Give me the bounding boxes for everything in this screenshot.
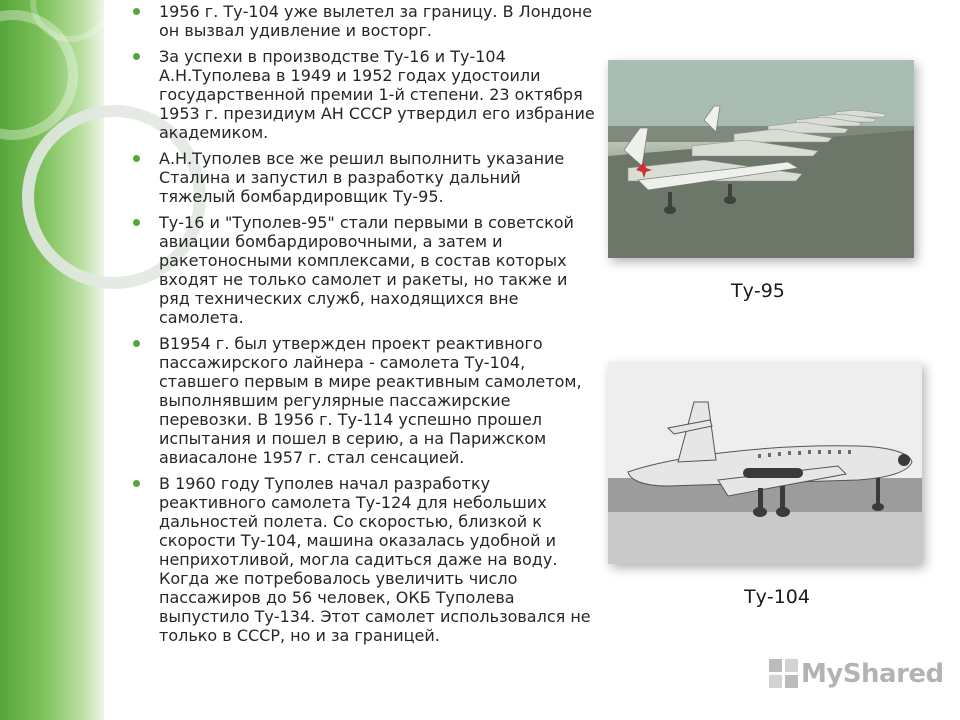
bullet-item xyxy=(132,149,600,206)
tu104-caption: Ту-104 xyxy=(744,586,810,608)
bullet-dot-icon xyxy=(133,155,140,162)
bullet-dot-icon xyxy=(133,480,140,487)
bullet-text: 1956 г. Ту-104 уже вылетел за границу. В Лондоне он вызвал удивление и восторг. xyxy=(159,2,593,40)
bullet-list xyxy=(132,2,600,652)
tu95-caption: Ту-95 xyxy=(731,280,785,302)
bullet-dot-icon xyxy=(133,219,140,226)
bullet-item xyxy=(132,474,600,645)
tu95-aircraft-row-icon xyxy=(608,60,914,258)
bullet-text: Ту-16 и "Туполев-95" стали первыми в советской авиации бомбардировочными, а затем и ракетоносными комплексами, в состав которых входят не только самолет и ракеты, но также и ряд технических служб, находящихся вне самолета. xyxy=(159,213,574,327)
bullet-dot-icon xyxy=(133,8,140,15)
watermark-text: MyShared xyxy=(801,659,944,689)
tu104-photo xyxy=(608,362,922,564)
bullet-item xyxy=(132,334,600,467)
bullet-text: За успехи в производстве Ту-16 и Ту-104 А.Н.Туполева в 1949 и 1952 годах удостоили государственной премии 1-й степени. 23 октября 1953 г. президиум АН СССР утвердил его избрание академиком. xyxy=(159,47,595,142)
tu95-photo xyxy=(608,60,914,258)
myshared-watermark xyxy=(767,657,944,691)
bullet-item xyxy=(132,47,600,142)
bullet-text: В1954 г. был утвержден проект реактивного пассажирского лайнера - самолета Ту-104, ставшего первым в мире реактивным самолетом, выполнявшим регулярные пассажирские перевозки. В 1956 г. Ту-114 успешно прошел испытания и пошел в серию, а на Парижском авиасалоне 1957 г. стал сенсацией. xyxy=(159,334,582,467)
myshared-logo-icon xyxy=(767,657,801,691)
bullet-dot-icon xyxy=(133,340,140,347)
tu104-airliner-icon xyxy=(608,362,922,564)
bullet-text: В 1960 году Туполев начал разработку реактивного самолета Ту-124 для небольших дальностей полета. Со скоростью, близкой к скорости Ту-104, машина оказалась удобной и неприхотливой, могла садиться даже на воду. Когда же потребовалось увеличить число пассажиров до 56 человек, ОКБ Туполева выпустило Ту-134. Этот самолет использовался не только в СССР, но и за границей. xyxy=(159,474,591,645)
bullet-item xyxy=(132,2,600,40)
bullet-item xyxy=(132,213,600,327)
bullet-dot-icon xyxy=(133,53,140,60)
bullet-text: А.Н.Туполев все же решил выполнить указание Сталина и запустил в разработку дальний тяжелый бомбардировщик Ту-95. xyxy=(159,149,565,206)
